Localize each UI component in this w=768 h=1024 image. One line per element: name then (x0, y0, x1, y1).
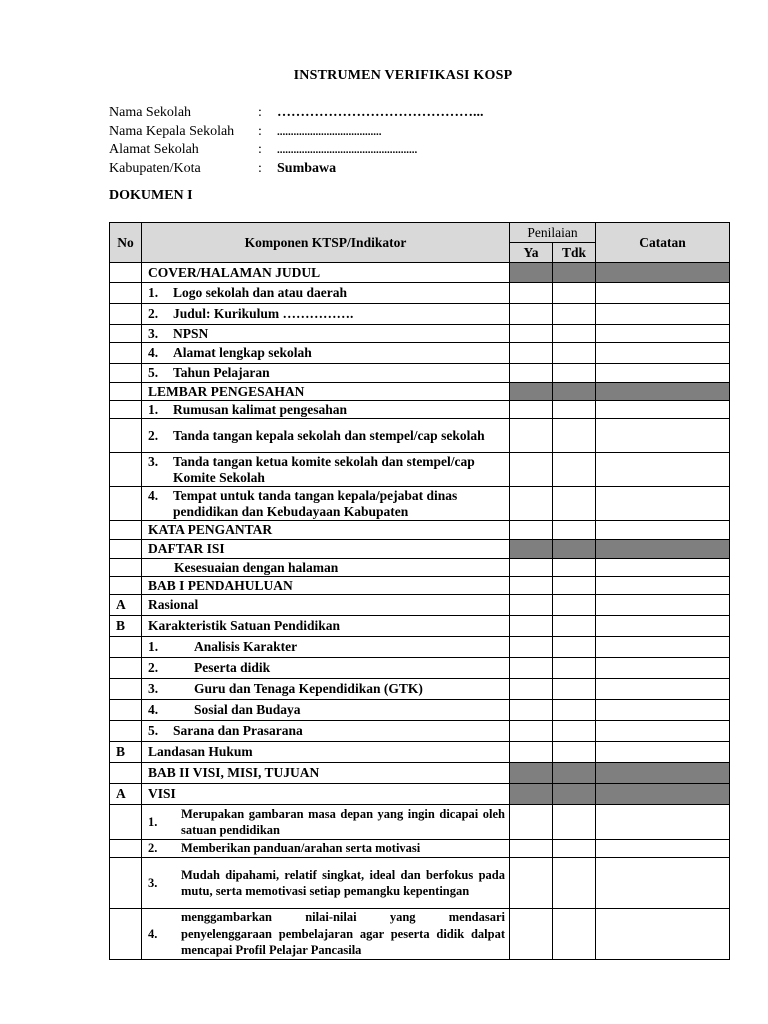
hanging-item (148, 428, 505, 444)
header-notes: Catatan (596, 223, 730, 263)
table-row (110, 383, 730, 401)
cell-catatan[interactable] (596, 637, 730, 658)
row-component (142, 700, 510, 721)
row-component (142, 742, 510, 763)
cell-catatan[interactable] (596, 658, 730, 679)
row-no: B (110, 616, 142, 637)
cell-ya[interactable] (510, 679, 553, 700)
cell-ya[interactable] (510, 521, 553, 540)
cell-ya[interactable] (510, 401, 553, 419)
cell-ya[interactable] (510, 540, 553, 559)
item-number: 1. (148, 401, 159, 417)
table-row (110, 559, 730, 577)
row-text: BAB I PENDAHULUAN (148, 577, 293, 593)
row-component (142, 763, 510, 784)
cell-catatan[interactable] (596, 453, 730, 487)
cell-ya[interactable] (510, 616, 553, 637)
row-no (110, 487, 142, 521)
table-row (110, 658, 730, 679)
table-row (110, 263, 730, 283)
table-row (110, 909, 730, 960)
table-row (110, 304, 730, 325)
cell-catatan[interactable] (596, 343, 730, 364)
cell-ya[interactable] (510, 637, 553, 658)
table-row (110, 679, 730, 700)
table-row (110, 521, 730, 540)
cell-tdk[interactable] (553, 700, 596, 721)
item-number: 2. (148, 841, 158, 856)
table-row (110, 840, 730, 858)
table-row (110, 784, 730, 805)
table-body (110, 263, 730, 960)
row-component (142, 304, 510, 325)
cell-ya[interactable] (510, 325, 553, 343)
row-text: COVER/HALAMAN JUDUL (148, 264, 321, 280)
row-component (142, 401, 510, 419)
cell-tdk[interactable] (553, 325, 596, 343)
row-component (142, 364, 510, 383)
row-no (110, 763, 142, 784)
row-no (110, 540, 142, 559)
item-number: 5. (148, 723, 159, 738)
info-colon: : (258, 142, 262, 157)
row-no (110, 453, 142, 487)
cell-catatan[interactable] (596, 742, 730, 763)
row-component (142, 559, 510, 577)
cell-ya[interactable] (510, 577, 553, 595)
cell-catatan[interactable] (596, 616, 730, 637)
row-text: Tanda tangan kepala sekolah dan stempel/cap sekolah (173, 427, 485, 443)
cell-catatan[interactable] (596, 540, 730, 559)
table-row (110, 742, 730, 763)
cell-catatan[interactable] (596, 283, 730, 304)
row-component (142, 383, 510, 401)
cell-tdk[interactable] (553, 805, 596, 840)
row-no (110, 343, 142, 364)
row-component (142, 283, 510, 304)
row-text: Sosial dan Budaya (194, 702, 301, 717)
row-no (110, 521, 142, 540)
row-component (142, 577, 510, 595)
table-row (110, 595, 730, 616)
cell-tdk[interactable] (553, 343, 596, 364)
cell-ya[interactable] (510, 304, 553, 325)
table-row (110, 325, 730, 343)
row-no (110, 263, 142, 283)
justified-item (148, 909, 505, 959)
row-component (142, 909, 510, 960)
item-number: 3. (148, 453, 159, 469)
row-no (110, 805, 142, 840)
table-row (110, 805, 730, 840)
item-number: 2. (148, 660, 159, 675)
row-text: Sarana dan Prasarana (173, 723, 303, 738)
row-component (142, 453, 510, 487)
cell-catatan[interactable] (596, 577, 730, 595)
item-number: 1. (148, 814, 158, 829)
row-no: A (110, 784, 142, 805)
cell-catatan[interactable] (596, 419, 730, 453)
cell-tdk[interactable] (553, 721, 596, 742)
row-text: Mudah dipahami, relatif singkat, ideal dan berfokus pada mutu, serta memotivasi setiap pemangku kepentingan (181, 867, 505, 898)
cell-catatan[interactable] (596, 805, 730, 840)
table-row (110, 858, 730, 909)
table-row (110, 540, 730, 559)
table-row (110, 419, 730, 453)
table-row (110, 487, 730, 521)
cell-tdk[interactable] (553, 595, 596, 616)
table-row (110, 616, 730, 637)
cell-catatan[interactable] (596, 595, 730, 616)
cell-catatan[interactable] (596, 401, 730, 419)
section-title: DOKUMEN I (109, 188, 193, 203)
cell-ya[interactable] (510, 487, 553, 521)
cell-tdk[interactable] (553, 840, 596, 858)
row-component (142, 679, 510, 700)
item-number: 3. (148, 875, 158, 890)
cell-ya[interactable] (510, 763, 553, 784)
item-number: 3. (148, 325, 159, 341)
item-number: 5. (148, 365, 159, 380)
row-component (142, 419, 510, 453)
table-row (110, 364, 730, 383)
item-number: 4. (148, 702, 159, 717)
table-row (110, 343, 730, 364)
row-no (110, 679, 142, 700)
row-no (110, 721, 142, 742)
row-text: Peserta didik (194, 660, 271, 675)
row-component (142, 784, 510, 805)
row-text: Kesesuaian dengan halaman (174, 559, 339, 575)
cell-ya[interactable] (510, 453, 553, 487)
table-row (110, 401, 730, 419)
row-text: KATA PENGANTAR (148, 522, 273, 537)
item-number: 1. (148, 639, 159, 654)
table-header (110, 223, 730, 263)
row-text: Analisis Karakter (194, 639, 298, 654)
cell-ya[interactable] (510, 595, 553, 616)
row-text: Merupakan gambaran masa depan yang ingin dicapai oleh satuan pendidikan (181, 806, 505, 837)
cell-catatan[interactable] (596, 364, 730, 383)
row-no (110, 304, 142, 325)
cell-tdk[interactable] (553, 283, 596, 304)
row-no (110, 637, 142, 658)
header-no: No (110, 223, 142, 263)
row-text: NPSN (173, 325, 209, 341)
cell-ya[interactable] (510, 383, 553, 401)
cell-tdk[interactable] (553, 763, 596, 784)
cell-ya[interactable] (510, 263, 553, 283)
cell-catatan[interactable] (596, 559, 730, 577)
table-row (110, 721, 730, 742)
cell-catatan[interactable] (596, 325, 730, 343)
cell-tdk[interactable] (553, 679, 596, 700)
item-number: 2. (148, 306, 159, 321)
cell-tdk[interactable] (553, 858, 596, 909)
row-text: Tempat untuk tanda tangan kepala/pejabat dinas pendidikan dan Kebudayaan Kabupaten (173, 487, 458, 519)
row-no (110, 325, 142, 343)
row-component (142, 595, 510, 616)
cell-catatan[interactable] (596, 909, 730, 960)
item-number: 4. (148, 926, 158, 941)
info-label: Nama Kepala Sekolah (109, 123, 235, 139)
cell-catatan[interactable] (596, 784, 730, 805)
row-text: Rumusan kalimat pengesahan (173, 401, 348, 417)
row-text: BAB II VISI, MISI, TUJUAN (148, 765, 320, 780)
row-no (110, 401, 142, 419)
row-component (142, 487, 510, 521)
cell-ya[interactable] (510, 805, 553, 840)
cell-catatan[interactable] (596, 304, 730, 325)
info-value: ................................................... (277, 144, 418, 156)
cell-catatan[interactable] (596, 721, 730, 742)
cell-tdk[interactable] (553, 742, 596, 763)
row-text: Tahun Pelajaran (173, 365, 270, 380)
cell-tdk[interactable] (553, 401, 596, 419)
cell-catatan[interactable] (596, 263, 730, 283)
row-component (142, 263, 510, 283)
cell-ya[interactable] (510, 721, 553, 742)
cell-tdk[interactable] (553, 364, 596, 383)
info-label: Nama Sekolah (109, 105, 192, 120)
cell-tdk[interactable] (553, 909, 596, 960)
row-component (142, 840, 510, 858)
row-no (110, 858, 142, 909)
row-component (142, 805, 510, 840)
cell-ya[interactable] (510, 283, 553, 304)
row-no (110, 419, 142, 453)
cell-tdk[interactable] (553, 263, 596, 283)
row-text: Memberikan panduan/arahan serta motivasi (181, 841, 421, 856)
cell-tdk[interactable] (553, 383, 596, 401)
row-component (142, 325, 510, 343)
cell-catatan[interactable] (596, 700, 730, 721)
row-no (110, 383, 142, 401)
info-label: Alamat Sekolah (109, 142, 199, 157)
info-colon: : (258, 160, 262, 176)
row-no: B (110, 742, 142, 763)
item-number: 2. (148, 427, 159, 443)
row-text: LEMBAR PENGESAHAN (148, 383, 305, 399)
cell-ya[interactable] (510, 658, 553, 679)
row-text: DAFTAR ISI (148, 541, 225, 556)
row-component (142, 540, 510, 559)
info-label: Kabupaten/Kota (109, 160, 201, 176)
row-text: Karakteristik Satuan Pendidikan (148, 618, 341, 633)
row-no (110, 283, 142, 304)
table-row (110, 283, 730, 304)
table-row (110, 637, 730, 658)
cell-ya[interactable] (510, 742, 553, 763)
header-assessment: Penilaian (510, 223, 596, 243)
table-row (110, 453, 730, 487)
row-component (142, 721, 510, 742)
item-number: 1. (148, 285, 159, 300)
row-component (142, 521, 510, 540)
row-text: Judul: Kurikulum ……………. (173, 306, 354, 321)
cell-ya[interactable] (510, 784, 553, 805)
row-text: Guru dan Tenaga Kependidikan (GTK) (194, 681, 423, 696)
cell-tdk[interactable] (553, 559, 596, 577)
cell-tdk[interactable] (553, 453, 596, 487)
row-text: Tanda tangan ketua komite sekolah dan stempel/cap Komite Sekolah (173, 453, 475, 485)
row-text: Rasional (148, 597, 199, 612)
justified-item (148, 806, 505, 839)
cell-tdk[interactable] (553, 521, 596, 540)
info-value: ...................................... (277, 125, 382, 138)
cell-ya[interactable] (510, 343, 553, 364)
justified-item (148, 867, 505, 900)
row-no: A (110, 595, 142, 616)
hanging-item (148, 488, 505, 520)
cell-ya[interactable] (510, 909, 553, 960)
cell-tdk[interactable] (553, 540, 596, 559)
row-component (142, 658, 510, 679)
cell-catatan[interactable] (596, 383, 730, 401)
row-component (142, 343, 510, 364)
cell-tdk[interactable] (553, 784, 596, 805)
row-component (142, 616, 510, 637)
info-colon: : (258, 105, 262, 120)
info-value: ……………………………………... (277, 105, 484, 120)
row-text: Alamat lengkap sekolah (173, 345, 312, 360)
row-component (142, 858, 510, 909)
row-text: menggambarkan nilai-nilai yang mendasari penyelenggaraan pembelajaran agar peserta didik dalpat mencapai Profil Pelajar Pancasila (181, 910, 505, 958)
row-component (142, 637, 510, 658)
cell-catatan[interactable] (596, 679, 730, 700)
verification-table (109, 222, 730, 960)
item-number: 4. (148, 345, 159, 360)
cell-ya[interactable] (510, 419, 553, 453)
info-colon: : (258, 123, 262, 139)
row-text: Logo sekolah dan atau daerah (173, 285, 348, 300)
cell-catatan[interactable] (596, 858, 730, 909)
cell-ya[interactable] (510, 858, 553, 909)
row-no (110, 658, 142, 679)
row-no (110, 364, 142, 383)
cell-ya[interactable] (510, 559, 553, 577)
hanging-item (148, 454, 505, 486)
table-row (110, 700, 730, 721)
cell-tdk[interactable] (553, 577, 596, 595)
cell-tdk[interactable] (553, 419, 596, 453)
row-text: VISI (148, 786, 176, 801)
justified-item (148, 840, 505, 857)
cell-catatan[interactable] (596, 521, 730, 540)
cell-tdk[interactable] (553, 616, 596, 637)
item-number: 4. (148, 487, 159, 503)
cell-ya[interactable] (510, 364, 553, 383)
cell-catatan[interactable] (596, 840, 730, 858)
cell-tdk[interactable] (553, 658, 596, 679)
row-text: Landasan Hukum (148, 744, 253, 759)
header-component: Komponen KTSP/Indikator (142, 223, 510, 263)
table-row (110, 577, 730, 595)
header-yes: Ya (510, 243, 553, 263)
cell-tdk[interactable] (553, 304, 596, 325)
row-no (110, 700, 142, 721)
cell-tdk[interactable] (553, 637, 596, 658)
item-number: 3. (148, 681, 159, 696)
row-no (110, 577, 142, 595)
header-no-answer: Tdk (553, 243, 596, 263)
row-no (110, 559, 142, 577)
cell-catatan[interactable] (596, 763, 730, 784)
cell-ya[interactable] (510, 700, 553, 721)
cell-catatan[interactable] (596, 487, 730, 521)
cell-tdk[interactable] (553, 487, 596, 521)
row-no (110, 840, 142, 858)
info-value: Sumbawa (277, 160, 337, 176)
document-title: INSTRUMEN VERIFIKASI KOSP (293, 68, 513, 83)
table-row (110, 763, 730, 784)
row-no (110, 909, 142, 960)
cell-ya[interactable] (510, 840, 553, 858)
